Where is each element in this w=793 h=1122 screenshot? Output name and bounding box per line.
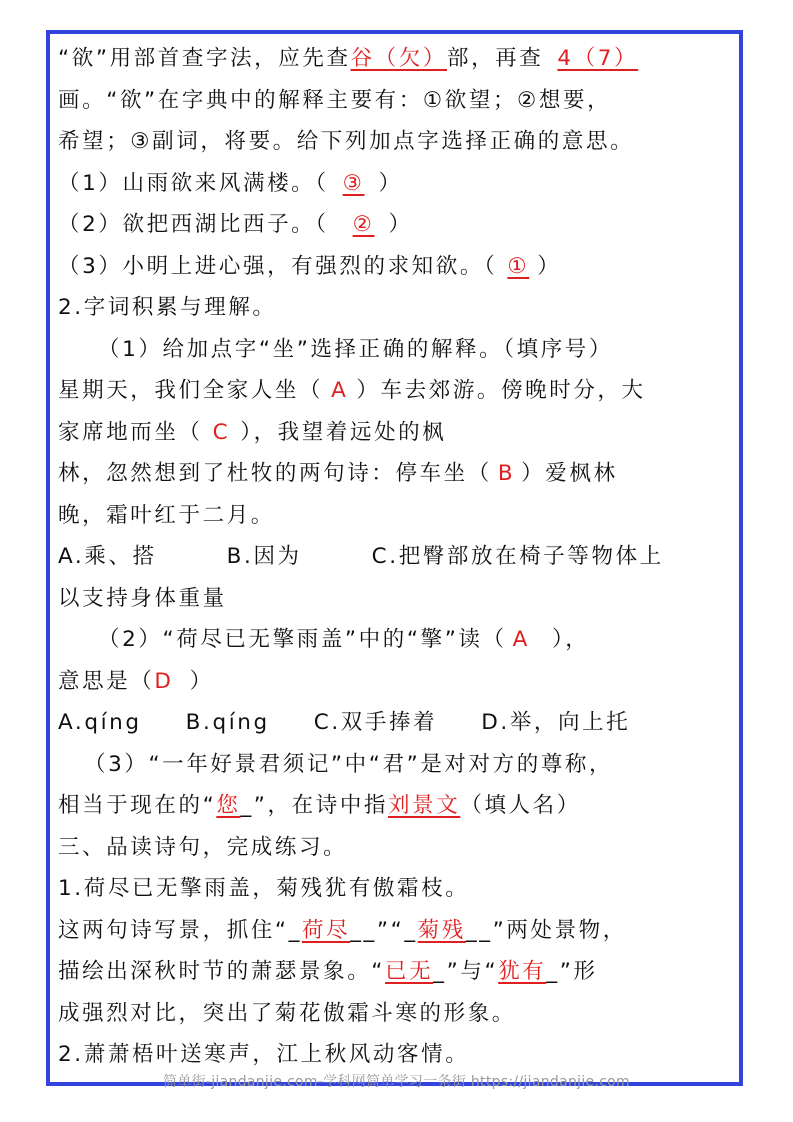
line-16: 意思是（D ） xyxy=(58,668,214,694)
line-23: 描绘出深秋时节的萧瑟景象。“已无_”与“犹有_”形 xyxy=(58,959,598,984)
answer-4: ③ xyxy=(342,170,365,196)
answer-19b: 刘景文 xyxy=(388,793,461,818)
answer-23b: 犹有 xyxy=(498,959,547,984)
answer-11: B xyxy=(497,461,516,486)
answer-6: ① xyxy=(507,253,530,279)
answer-23a: 已无 xyxy=(385,959,434,984)
line-11: 林，忽然想到了杜牧的两句诗：停车坐（ B ）爱枫林 xyxy=(58,461,618,486)
line-25: 2.萧萧梧叶送寒声，江上秋风动客情。 xyxy=(58,1042,470,1067)
line-6: （3）小明上进心强，有强烈的求知欲。（ ① ） xyxy=(58,253,562,279)
line-18: （3）“一年好景君须记”中“君”是对对方的尊称， xyxy=(84,751,614,777)
line-14: 以支持身体重量 xyxy=(58,585,227,611)
line-1: “欲”用部首查字法，应先查谷（欠）部，再查 4（7） xyxy=(58,46,639,71)
line-2: 画。“欲”在字典中的解释主要有：①欲望；②想要， xyxy=(58,87,612,113)
line-24: 成强烈对比，突出了菊花傲霜斗寒的形象。 xyxy=(58,1000,516,1026)
line-12: 晚，霜叶红于二月。 xyxy=(58,502,275,528)
section-3-title: 三、品读诗句，完成练习。 xyxy=(58,834,348,860)
line-9: 星期天，我们全家人坐（ A ）车去郊游。傍晚时分，大 xyxy=(58,378,646,403)
line-19: 相当于现在的“您_”，在诗中指刘景文（填人名） xyxy=(58,793,581,818)
line-13-options: A.乘、搭 B.因为 C.把臀部放在椅子等物体上 xyxy=(58,544,664,569)
answer-10: C xyxy=(212,419,231,445)
answer-5: ② xyxy=(352,212,375,237)
line-4: （1）山雨欲来风满楼。（ ③ ） xyxy=(58,170,403,196)
watermark-footer: 简单街-jiandanjie.com-学科网简单学习一条街 https://jiandanjie.com xyxy=(163,1074,630,1090)
answer-16: D xyxy=(154,668,174,694)
line-8: （1）给加点字“坐”选择正确的解释。（填序号） xyxy=(98,336,614,362)
section-2-title: 2.字词积累与理解。 xyxy=(58,295,277,320)
line-17-options: A.qíng B.qíng C.双手捧着 D.举，向上托 xyxy=(58,710,631,735)
answer-stroke-count: 4（7） xyxy=(557,46,639,71)
answer-19a: 您 xyxy=(216,793,241,818)
line-21: 1.荷尽已无擎雨盖，菊残犹有傲霜枝。 xyxy=(58,876,470,901)
worksheet-body xyxy=(58,38,738,1076)
line-10: 家席地而坐（ C ），我望着远处的枫 xyxy=(58,419,447,445)
line-5: （2）欲把西湖比西子。（ ② ） xyxy=(58,212,413,237)
answer-9: A xyxy=(331,378,349,403)
line-15: （2）“荷尽已无擎雨盖”中的“擎”读（ A ）， xyxy=(98,627,590,652)
answer-radical: 谷（欠） xyxy=(350,46,447,71)
answer-22a: 荷尽 xyxy=(302,917,351,943)
answer-15: A xyxy=(512,627,530,652)
line-3: 希望；③副词，将要。给下列加点字选择正确的意思。 xyxy=(58,129,635,154)
line-22: 这两句诗写景，抓住“_荷尽__”“_菊残__”两处景物， xyxy=(58,917,627,943)
answer-22b: 菊残 xyxy=(417,917,466,943)
